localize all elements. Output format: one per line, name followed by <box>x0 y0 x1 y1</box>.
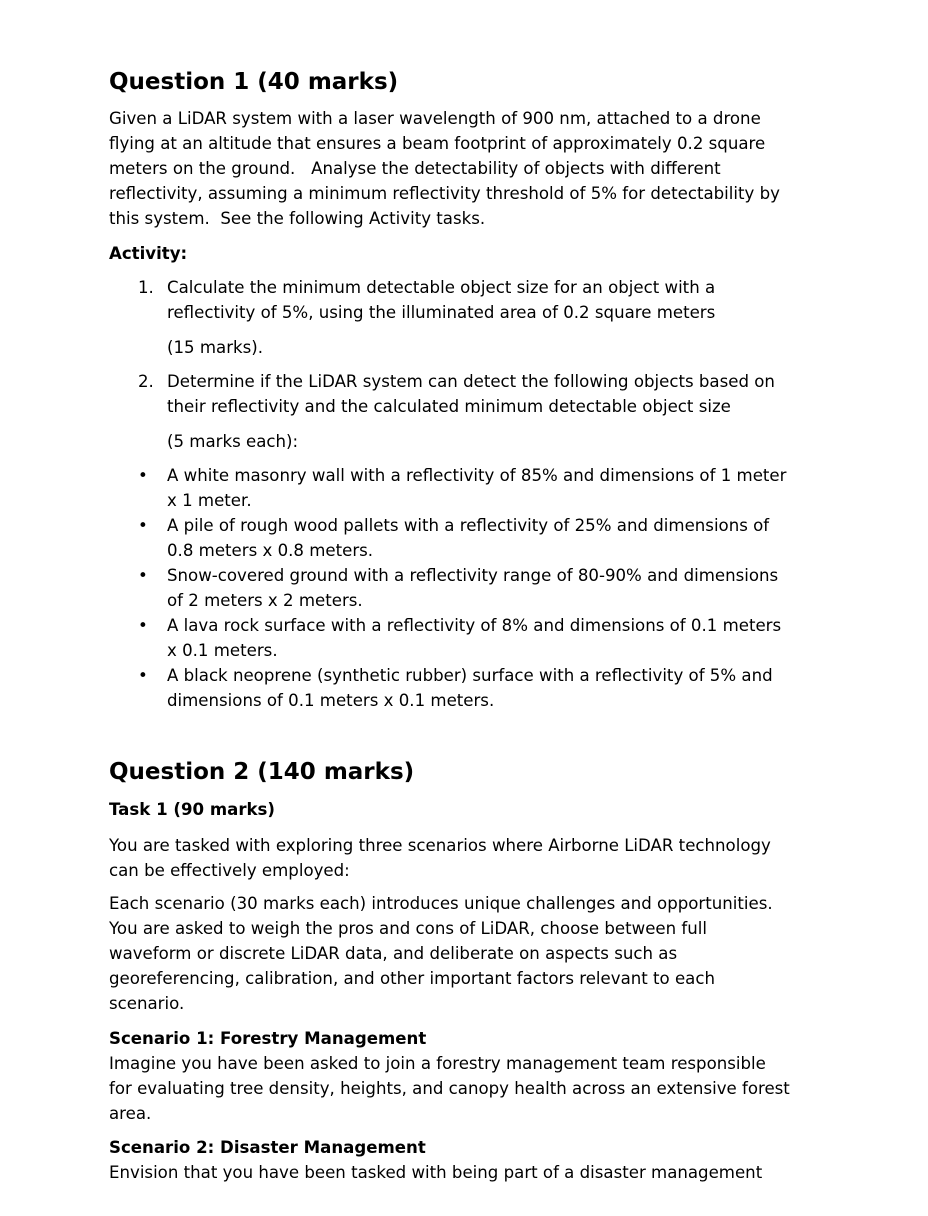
marks-label: (15 marks). <box>167 338 264 357</box>
text-line: Envision that you have been tasked with being part of a disaster management <box>109 1163 763 1182</box>
text-line: area. <box>109 1104 152 1123</box>
list-number: 1. <box>138 278 154 297</box>
text-line: A white masonry wall with a reflectivity of 85% and dimensions of 1 meter <box>167 466 787 485</box>
list-number: 2. <box>138 372 154 391</box>
question-1-intro <box>109 106 780 231</box>
marks-label: (5 marks each): <box>167 432 299 451</box>
bullet-icon: • <box>138 466 148 485</box>
text-line: You are tasked with exploring three scenarios where Airborne LiDAR technology <box>109 836 771 855</box>
task-1-intro <box>109 833 771 883</box>
text-line: reflectivity, assuming a minimum reflectivity threshold of 5% for detectability by <box>109 184 780 203</box>
text-line: Determine if the LiDAR system can detect the following objects based on <box>167 372 775 391</box>
text-line: A lava rock surface with a reflectivity of 8% and dimensions of 0.1 meters <box>167 616 782 635</box>
bullet-icon: • <box>138 516 148 535</box>
question-1-heading: Question 1 (40 marks) <box>109 69 399 95</box>
text-line: 0.8 meters x 0.8 meters. <box>167 541 374 560</box>
text-line: their reflectivity and the calculated minimum detectable object size <box>167 397 731 416</box>
text-line: dimensions of 0.1 meters x 0.1 meters. <box>167 691 495 710</box>
text-line: can be effectively employed: <box>109 861 350 880</box>
question-2-heading: Question 2 (140 marks) <box>109 759 415 785</box>
text-line: meters on the ground. Analyse the detectability of objects with different <box>109 159 721 178</box>
text-line: x 1 meter. <box>167 491 252 510</box>
text-line: waveform or discrete LiDAR data, and deliberate on aspects such as <box>109 944 678 963</box>
text-line: x 0.1 meters. <box>167 641 278 660</box>
text-line: Each scenario (30 marks each) introduces unique challenges and opportunities. <box>109 894 773 913</box>
text-line: of 2 meters x 2 meters. <box>167 591 363 610</box>
text-line: Imagine you have been asked to join a forestry management team responsible <box>109 1054 766 1073</box>
bullet-icon: • <box>138 566 148 585</box>
text-line: Given a LiDAR system with a laser wavelength of 900 nm, attached to a drone <box>109 109 761 128</box>
text-line: georeferencing, calibration, and other important factors relevant to each <box>109 969 715 988</box>
scenario-1-text <box>109 1051 790 1126</box>
scenario-2-heading: Scenario 2: Disaster Management <box>109 1138 426 1157</box>
text-line: this system. See the following Activity tasks. <box>109 209 486 228</box>
activity-label: Activity: <box>109 244 188 263</box>
text-line: A black neoprene (synthetic rubber) surface with a reflectivity of 5% and <box>167 666 773 685</box>
text-line: for evaluating tree density, heights, and canopy health across an extensive forest <box>109 1079 790 1098</box>
text-line: Calculate the minimum detectable object size for an object with a <box>167 278 716 297</box>
task-1-heading: Task 1 (90 marks) <box>109 800 276 819</box>
text-line: scenario. <box>109 994 185 1013</box>
text-line: Snow-covered ground with a reflectivity range of 80-90% and dimensions <box>167 566 779 585</box>
text-line: flying at an altitude that ensures a beam footprint of approximately 0.2 square <box>109 134 766 153</box>
bullet-icon: • <box>138 666 148 685</box>
text-line: You are asked to weigh the pros and cons of LiDAR, choose between full <box>109 919 707 938</box>
text-line: reflectivity of 5%, using the illuminated area of 0.2 square meters <box>167 303 716 322</box>
bullet-icon: • <box>138 616 148 635</box>
task-1-description <box>109 891 773 1016</box>
scenario-2-text <box>109 1160 762 1185</box>
scenario-1-heading: Scenario 1: Forestry Management <box>109 1029 427 1048</box>
text-line: A pile of rough wood pallets with a reflectivity of 25% and dimensions of <box>167 516 770 535</box>
